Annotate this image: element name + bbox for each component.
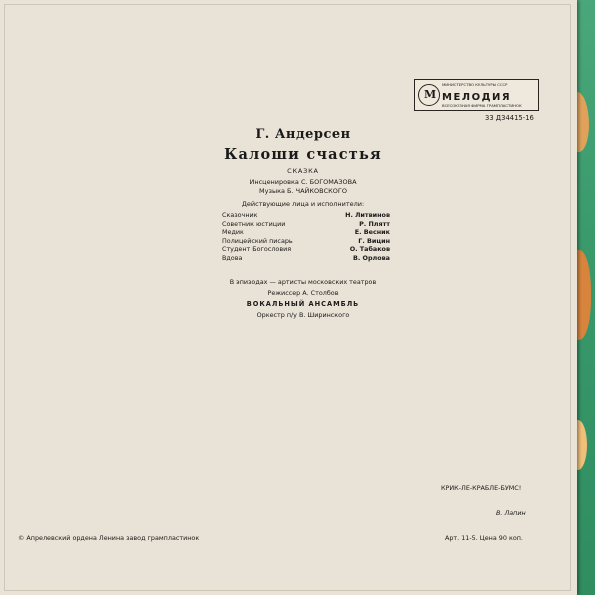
price-line: Арт. 11-5. Цена 90 коп. (445, 534, 523, 542)
cast-heading: Действующие лица и исполнители: (241, 200, 365, 208)
cast-role: Сказочник (222, 211, 258, 219)
director-credit: Режиссер А. Столбов (267, 289, 339, 297)
cast-role: Студент Богословия (222, 245, 292, 254)
label-name: МЕЛОДИЯ (442, 92, 512, 103)
staging-credits (205, 178, 401, 196)
text-column-middle (205, 310, 401, 535)
melodiya-logo-icon (418, 84, 440, 106)
author: Г. Андерсен (255, 127, 351, 142)
cast-row (222, 211, 390, 220)
cast-actor: В. Орлова (353, 253, 390, 262)
cast-row (222, 220, 390, 229)
staging-line: Инсценировка С. БОГОМАЗОВА (249, 178, 357, 186)
cast-actor: Р. Плятт (359, 219, 390, 228)
text-column-left (18, 126, 198, 526)
episodes-credit: В эпизодах — артисты московских театров (229, 278, 377, 286)
page-title: Калоши счастья (224, 146, 382, 163)
cast-actor: Н. Литвинов (345, 211, 390, 219)
ensemble-credit: ВОКАЛЬНЫЙ АНСАМБЛЬ (246, 300, 360, 308)
text-column-right (406, 126, 566, 526)
cast-role: Медик (222, 228, 244, 237)
catalog-number: 33 Д34415-16 (485, 114, 534, 122)
cast-actor: Г. Вицин (358, 236, 390, 245)
logo-mark: М (424, 88, 437, 101)
cast-role: Советник юстиции (222, 219, 286, 228)
orchestra-credit: Оркестр п/у В. Ширинского (256, 311, 350, 319)
music-line: Музыка Б. ЧАЙКОВСКОГО (259, 187, 347, 195)
label-firm: ВСЕСОЮЗНАЯ ФИРМА ГРАМПЛАСТИНОК (442, 103, 522, 108)
cast-row (222, 228, 390, 237)
cast-role: Полицейский писарь (222, 236, 293, 245)
closing-refrain: КРИК-ЛЕ-КРАБЛЕ-БУМС! (441, 484, 522, 492)
cast-role: Вдова (222, 253, 243, 262)
cast-row (222, 245, 390, 254)
cast-row (222, 237, 390, 246)
cast-actor: Е. Весник (354, 228, 390, 237)
label-block (414, 79, 539, 111)
article-signature: В. Лапин (496, 509, 526, 517)
manufacturer-line: © Апрелевский ордена Ленина завод грампластинок (18, 534, 200, 542)
label-ministry: МИНИСТЕРСТВО КУЛЬТУРЫ СССР (442, 82, 508, 87)
cast-list (222, 211, 390, 263)
cast-row (222, 254, 390, 263)
cast-actor: О. Табаков (349, 245, 390, 254)
genre-label: СКАЗКА (287, 167, 319, 175)
